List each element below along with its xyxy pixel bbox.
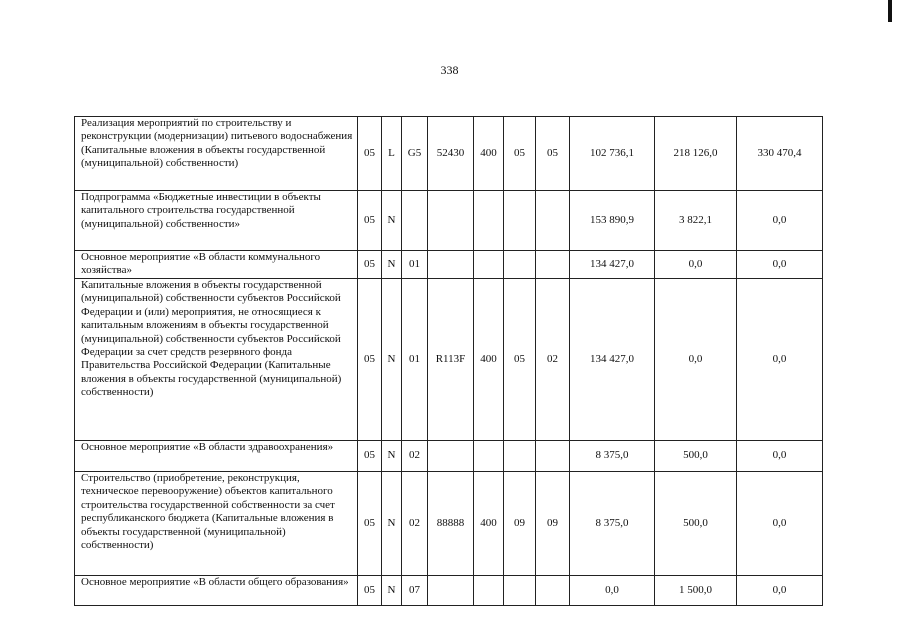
page-edge-mark (888, 0, 892, 22)
budget-table (74, 116, 823, 606)
amount-year1-cell: 0,0 (570, 576, 655, 606)
code-division-cell: 05 (504, 279, 536, 441)
code-section-cell: 05 (358, 472, 382, 576)
code-subprogram-cell: N (382, 191, 402, 251)
code-expense-type-cell (474, 576, 504, 606)
amount-year3-cell: 330 470,4 (737, 117, 823, 191)
code-division-cell (504, 251, 536, 279)
table-row (75, 279, 823, 441)
amount-year2-cell: 500,0 (655, 441, 737, 472)
code-section-cell: 05 (358, 576, 382, 606)
code-direction-cell: 88888 (428, 472, 474, 576)
table-row (75, 441, 823, 472)
code-activity-cell: 02 (402, 441, 428, 472)
code-division-cell (504, 441, 536, 472)
code-activity-cell: 01 (402, 279, 428, 441)
code-expense-type-cell: 400 (474, 472, 504, 576)
code-direction-cell: R113F (428, 279, 474, 441)
amount-year2-cell: 218 126,0 (655, 117, 737, 191)
code-subprogram-cell: N (382, 251, 402, 279)
code-subdivision-cell: 09 (536, 472, 570, 576)
code-section-cell: 05 (358, 117, 382, 191)
amount-year3-cell: 0,0 (737, 279, 823, 441)
amount-year1-cell: 8 375,0 (570, 472, 655, 576)
row-name-cell: Основное мероприятие «В области общего образования» (75, 576, 358, 606)
code-subdivision-cell (536, 441, 570, 472)
code-activity-cell: 01 (402, 251, 428, 279)
table-row (75, 576, 823, 606)
amount-year1-cell: 8 375,0 (570, 441, 655, 472)
code-section-cell: 05 (358, 251, 382, 279)
code-subdivision-cell: 05 (536, 117, 570, 191)
code-activity-cell (402, 191, 428, 251)
code-direction-cell (428, 251, 474, 279)
code-subprogram-cell: N (382, 576, 402, 606)
amount-year2-cell: 0,0 (655, 279, 737, 441)
amount-year3-cell: 0,0 (737, 472, 823, 576)
code-direction-cell (428, 441, 474, 472)
row-name-cell: Реализация мероприятий по строительству и реконструкции (модернизации) питьевого водоснабжения (Капитальные вложения в объекты государственной (муниципальной) собственности) (75, 117, 358, 191)
code-subprogram-cell: N (382, 472, 402, 576)
table-row (75, 472, 823, 576)
code-division-cell: 05 (504, 117, 536, 191)
code-direction-cell (428, 191, 474, 251)
table-row (75, 251, 823, 279)
code-section-cell: 05 (358, 441, 382, 472)
code-expense-type-cell (474, 191, 504, 251)
amount-year1-cell: 102 736,1 (570, 117, 655, 191)
row-name-cell: Основное мероприятие «В области здравоохранения» (75, 441, 358, 472)
amount-year2-cell: 3 822,1 (655, 191, 737, 251)
code-activity-cell: 07 (402, 576, 428, 606)
code-expense-type-cell: 400 (474, 279, 504, 441)
amount-year2-cell: 500,0 (655, 472, 737, 576)
amount-year2-cell: 1 500,0 (655, 576, 737, 606)
code-section-cell: 05 (358, 279, 382, 441)
code-expense-type-cell: 400 (474, 117, 504, 191)
code-direction-cell: 52430 (428, 117, 474, 191)
amount-year3-cell: 0,0 (737, 441, 823, 472)
code-section-cell: 05 (358, 191, 382, 251)
code-activity-cell: G5 (402, 117, 428, 191)
code-division-cell (504, 191, 536, 251)
code-subprogram-cell: N (382, 441, 402, 472)
row-name-cell: Строительство (приобретение, реконструкция, техническое перевооружение) объектов капитального строительства государственной собственности за счет республиканского бюджета (Капитальные вложения в объекты государственной (муниципальной) собственности) (75, 472, 358, 576)
amount-year1-cell: 134 427,0 (570, 279, 655, 441)
amount-year3-cell: 0,0 (737, 191, 823, 251)
table-row (75, 117, 823, 191)
amount-year3-cell: 0,0 (737, 576, 823, 606)
code-division-cell: 09 (504, 472, 536, 576)
row-name-cell: Подпрограмма «Бюджетные инвестиции в объекты капитального строительства государственной (муниципальной) собственности» (75, 191, 358, 251)
amount-year3-cell: 0,0 (737, 251, 823, 279)
code-subdivision-cell: 02 (536, 279, 570, 441)
code-expense-type-cell (474, 441, 504, 472)
code-direction-cell (428, 576, 474, 606)
code-subdivision-cell (536, 576, 570, 606)
table-row (75, 191, 823, 251)
code-subdivision-cell (536, 251, 570, 279)
amount-year1-cell: 134 427,0 (570, 251, 655, 279)
page-number: 338 (440, 63, 459, 77)
code-expense-type-cell (474, 251, 504, 279)
row-name-cell: Основное мероприятие «В области коммунального хозяйства» (75, 251, 358, 279)
code-division-cell (504, 576, 536, 606)
code-activity-cell: 02 (402, 472, 428, 576)
amount-year2-cell: 0,0 (655, 251, 737, 279)
row-name-cell: Капитальные вложения в объекты государственной (муниципальной) собственности субъектов Российской Федерации и (или) мероприятия, не относящиеся к капитальным вложениям в объекты государственной (муниципальной) собственности субъектов Российской Федерации за счет средств резервного фонда Правительства Российской Федерации (Капитальные вложения в объекты государственной (муниципальной) собственности) (75, 279, 358, 441)
code-subdivision-cell (536, 191, 570, 251)
code-subprogram-cell: L (382, 117, 402, 191)
code-subprogram-cell: N (382, 279, 402, 441)
amount-year1-cell: 153 890,9 (570, 191, 655, 251)
